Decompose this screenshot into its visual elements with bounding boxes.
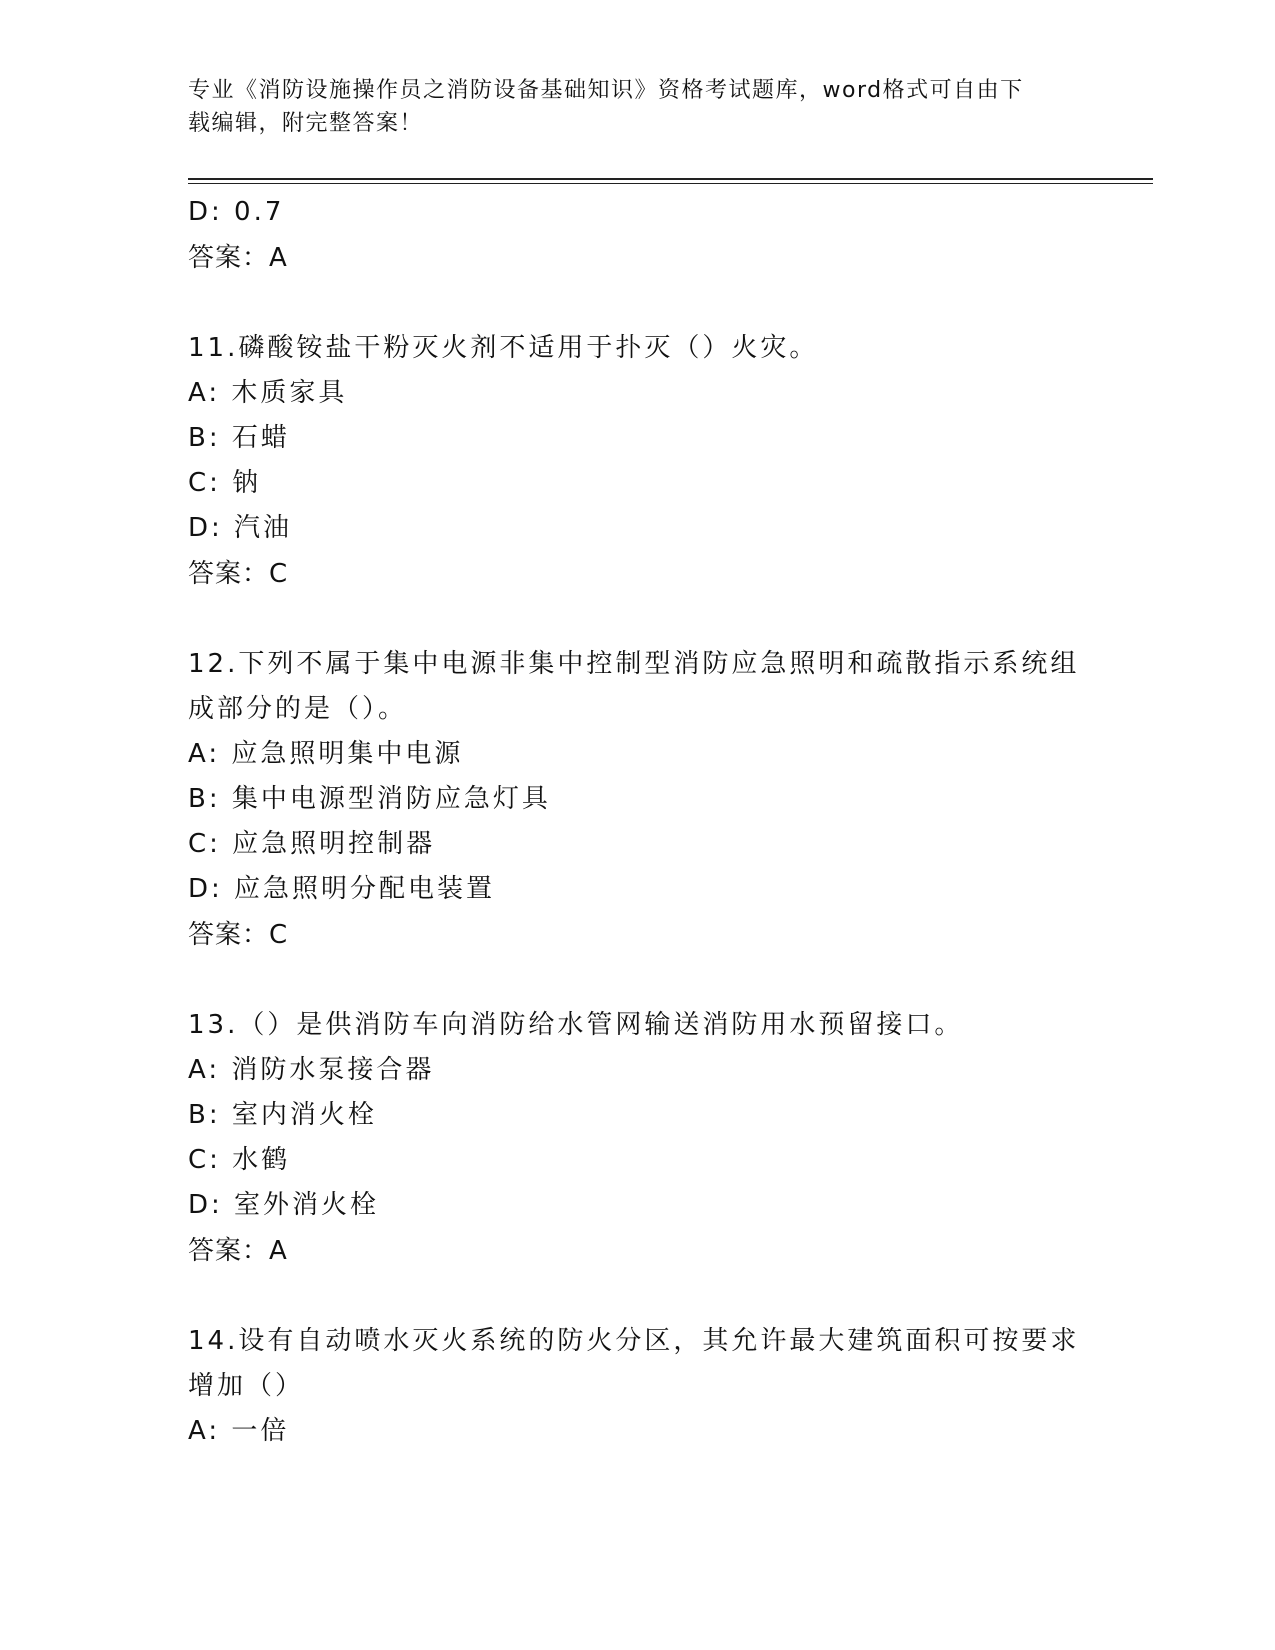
question-item — [188, 1003, 1088, 1274]
header-line-2: 载编辑，附完整答案！ — [188, 111, 424, 136]
option-c: C: 应急照明控制器 — [188, 829, 436, 859]
question-stem: 11.磷酸铵盐干粉灭火剂不适用于扑灭（）火灾。 — [188, 333, 819, 363]
answer-line: 答案：A — [188, 1236, 288, 1266]
option-b: B: 集中电源型消防应急灯具 — [188, 784, 551, 814]
question-item — [188, 1319, 1088, 1454]
spacer — [188, 958, 1088, 1003]
option-a: A: 一倍 — [188, 1416, 290, 1446]
option-d: D: 室外消火栓 — [188, 1190, 380, 1220]
option-a: A: 应急照明集中电源 — [188, 739, 464, 769]
question-stem-continued: 成部分的是（）。 — [188, 694, 408, 724]
option-d: D: 应急照明分配电装置 — [188, 874, 496, 904]
option-c: C: 水鹤 — [188, 1145, 291, 1175]
option-d: D: 0.7 — [188, 197, 285, 227]
spacer — [188, 281, 1088, 326]
header-line-1: 专业《消防设施操作员之消防设备基础知识》资格考试题库，word格式可自由下 — [188, 78, 1024, 103]
answer-line: 答案：A — [188, 243, 288, 273]
answer-line: 答案：C — [188, 559, 289, 589]
question-item — [188, 642, 1088, 958]
header-divider-thick — [188, 178, 1153, 180]
question-stem-continued: 增加（） — [188, 1371, 305, 1401]
question-item — [188, 326, 1088, 597]
option-a: A: 消防水泵接合器 — [188, 1055, 435, 1085]
document-header — [188, 74, 1068, 140]
option-a: A: 木质家具 — [188, 378, 348, 408]
option-d: D: 汽油 — [188, 513, 293, 543]
option-b: B: 室内消火栓 — [188, 1100, 377, 1130]
answer-line: 答案：C — [188, 920, 289, 950]
spacer — [188, 1274, 1088, 1319]
question-list — [188, 190, 1088, 1454]
question-stem: 13.（）是供消防车向消防给水管网输送消防用水预留接口。 — [188, 1010, 964, 1040]
spacer — [188, 597, 1088, 642]
question-stem: 14.设有自动喷水灭火系统的防火分区，其允许最大建筑面积可按要求 — [188, 1326, 1080, 1356]
option-b: B: 石蜡 — [188, 423, 290, 453]
option-c: C: 钠 — [188, 468, 262, 498]
question-stem: 12.下列不属于集中电源非集中控制型消防应急照明和疏散指示系统组 — [188, 649, 1080, 679]
header-divider-thin — [188, 183, 1153, 184]
